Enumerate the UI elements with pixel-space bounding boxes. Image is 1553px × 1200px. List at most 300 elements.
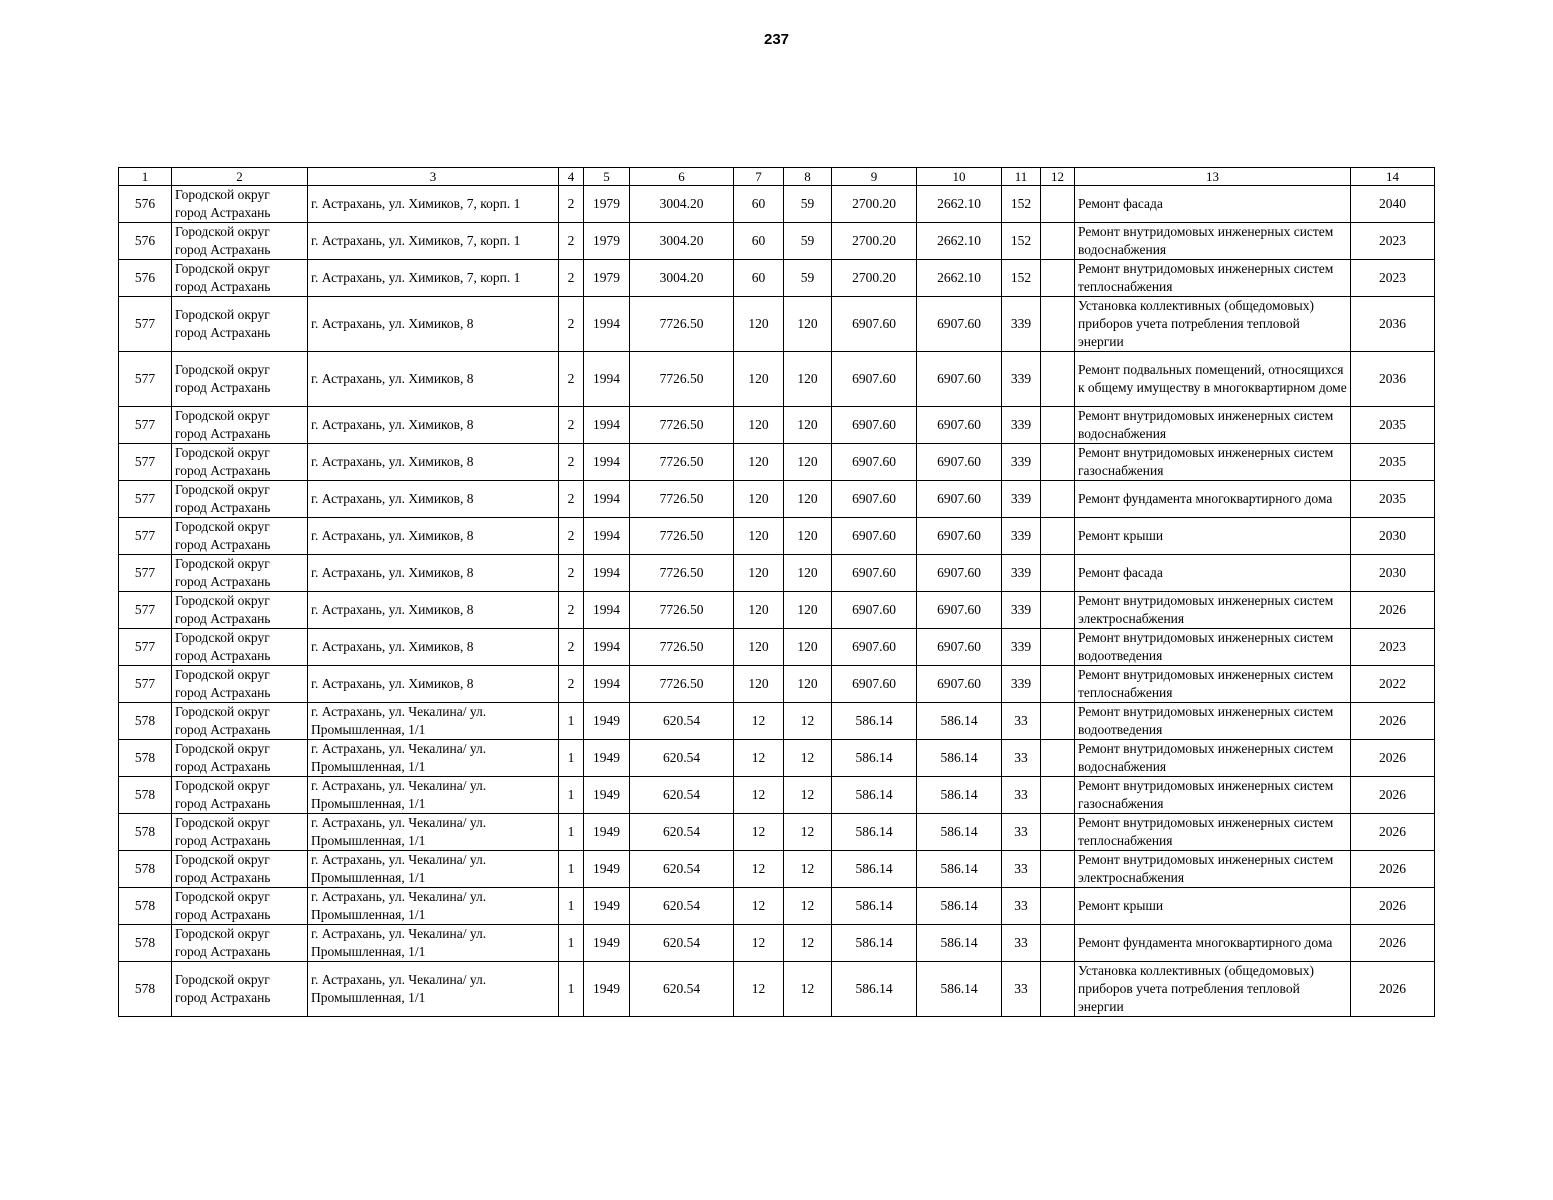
cell-col-6: 620.54 <box>630 777 734 814</box>
cell-col-12 <box>1041 925 1075 962</box>
planned-year-cell: 2022 <box>1351 666 1435 703</box>
cell-col-5: 1979 <box>584 186 630 223</box>
cell-col-8: 120 <box>784 666 832 703</box>
cell-col-9: 6907.60 <box>832 629 917 666</box>
cell-col-11: 33 <box>1002 814 1041 851</box>
row-number-cell: 577 <box>119 518 172 555</box>
cell-col-4: 1 <box>559 962 584 1017</box>
table-row <box>119 444 1435 481</box>
work-type-cell: Ремонт фундамента многоквартирного дома <box>1075 481 1351 518</box>
cell-col-5: 1949 <box>584 851 630 888</box>
municipality-cell: Городской округ город Астрахань <box>172 740 308 777</box>
cell-col-6: 620.54 <box>630 888 734 925</box>
page-number: 237 <box>763 31 790 48</box>
column-number-cell: 5 <box>584 168 630 186</box>
cell-col-6: 7726.50 <box>630 518 734 555</box>
cell-col-10: 586.14 <box>917 777 1002 814</box>
planned-year-cell: 2026 <box>1351 814 1435 851</box>
cell-col-4: 2 <box>559 407 584 444</box>
capital-repair-table <box>118 167 1435 1017</box>
table-row <box>119 352 1435 407</box>
municipality-cell: Городской округ город Астрахань <box>172 962 308 1017</box>
planned-year-cell: 2026 <box>1351 851 1435 888</box>
work-type-cell: Ремонт внутридомовых инженерных систем электроснабжения <box>1075 592 1351 629</box>
column-number-cell: 4 <box>559 168 584 186</box>
cell-col-12 <box>1041 444 1075 481</box>
cell-col-11: 152 <box>1002 223 1041 260</box>
cell-col-8: 12 <box>784 777 832 814</box>
cell-col-5: 1949 <box>584 777 630 814</box>
cell-col-11: 339 <box>1002 352 1041 407</box>
column-number-cell: 14 <box>1351 168 1435 186</box>
column-number-cell: 2 <box>172 168 308 186</box>
address-cell: г. Астрахань, ул. Химиков, 7, корп. 1 <box>308 223 559 260</box>
cell-col-11: 33 <box>1002 851 1041 888</box>
cell-col-7: 120 <box>734 407 784 444</box>
row-number-cell: 578 <box>119 962 172 1017</box>
cell-col-6: 7726.50 <box>630 297 734 352</box>
cell-col-5: 1994 <box>584 352 630 407</box>
cell-col-12 <box>1041 592 1075 629</box>
cell-col-11: 33 <box>1002 925 1041 962</box>
cell-col-4: 2 <box>559 481 584 518</box>
column-number-cell: 1 <box>119 168 172 186</box>
address-cell: г. Астрахань, ул. Химиков, 8 <box>308 297 559 352</box>
municipality-cell: Городской округ город Астрахань <box>172 888 308 925</box>
address-cell: г. Астрахань, ул. Химиков, 8 <box>308 481 559 518</box>
table-row <box>119 555 1435 592</box>
cell-col-4: 2 <box>559 260 584 297</box>
cell-col-9: 6907.60 <box>832 297 917 352</box>
cell-col-6: 7726.50 <box>630 592 734 629</box>
table-row <box>119 962 1435 1017</box>
row-number-cell: 578 <box>119 703 172 740</box>
cell-col-7: 12 <box>734 777 784 814</box>
cell-col-5: 1949 <box>584 814 630 851</box>
municipality-cell: Городской округ город Астрахань <box>172 481 308 518</box>
address-cell: г. Астрахань, ул. Чекалина/ ул. Промышленная, 1/1 <box>308 814 559 851</box>
municipality-cell: Городской округ город Астрахань <box>172 629 308 666</box>
cell-col-10: 6907.60 <box>917 592 1002 629</box>
address-cell: г. Астрахань, ул. Химиков, 8 <box>308 629 559 666</box>
cell-col-10: 586.14 <box>917 925 1002 962</box>
cell-col-5: 1949 <box>584 703 630 740</box>
work-type-cell: Ремонт крыши <box>1075 518 1351 555</box>
cell-col-7: 120 <box>734 666 784 703</box>
cell-col-6: 3004.20 <box>630 260 734 297</box>
row-number-cell: 578 <box>119 888 172 925</box>
work-type-cell: Ремонт внутридомовых инженерных систем теплоснабжения <box>1075 814 1351 851</box>
cell-col-10: 2662.10 <box>917 186 1002 223</box>
cell-col-7: 120 <box>734 629 784 666</box>
address-cell: г. Астрахань, ул. Химиков, 8 <box>308 352 559 407</box>
work-type-cell: Ремонт внутридомовых инженерных систем электроснабжения <box>1075 851 1351 888</box>
table-row <box>119 777 1435 814</box>
cell-col-9: 6907.60 <box>832 481 917 518</box>
column-number-cell: 11 <box>1002 168 1041 186</box>
table-row <box>119 888 1435 925</box>
planned-year-cell: 2035 <box>1351 407 1435 444</box>
table-row <box>119 629 1435 666</box>
row-number-cell: 577 <box>119 555 172 592</box>
work-type-cell: Ремонт фасада <box>1075 555 1351 592</box>
cell-col-7: 60 <box>734 223 784 260</box>
cell-col-12 <box>1041 666 1075 703</box>
cell-col-7: 120 <box>734 592 784 629</box>
work-type-cell: Ремонт крыши <box>1075 888 1351 925</box>
address-cell: г. Астрахань, ул. Чекалина/ ул. Промышленная, 1/1 <box>308 703 559 740</box>
cell-col-8: 12 <box>784 925 832 962</box>
cell-col-5: 1949 <box>584 888 630 925</box>
cell-col-10: 586.14 <box>917 703 1002 740</box>
cell-col-11: 33 <box>1002 962 1041 1017</box>
work-type-cell: Ремонт внутридомовых инженерных систем водоотведения <box>1075 703 1351 740</box>
planned-year-cell: 2026 <box>1351 592 1435 629</box>
column-number-cell: 12 <box>1041 168 1075 186</box>
row-number-cell: 577 <box>119 592 172 629</box>
cell-col-7: 12 <box>734 888 784 925</box>
cell-col-11: 339 <box>1002 666 1041 703</box>
planned-year-cell: 2026 <box>1351 703 1435 740</box>
work-type-cell: Ремонт внутридомовых инженерных систем водоотведения <box>1075 629 1351 666</box>
cell-col-9: 6907.60 <box>832 666 917 703</box>
cell-col-9: 586.14 <box>832 925 917 962</box>
cell-col-8: 12 <box>784 740 832 777</box>
planned-year-cell: 2035 <box>1351 481 1435 518</box>
cell-col-7: 120 <box>734 555 784 592</box>
cell-col-6: 7726.50 <box>630 352 734 407</box>
work-type-cell: Ремонт внутридомовых инженерных систем газоснабжения <box>1075 777 1351 814</box>
cell-col-7: 12 <box>734 814 784 851</box>
cell-col-5: 1994 <box>584 666 630 703</box>
municipality-cell: Городской округ город Астрахань <box>172 186 308 223</box>
cell-col-4: 1 <box>559 703 584 740</box>
municipality-cell: Городской округ город Астрахань <box>172 814 308 851</box>
table-row <box>119 223 1435 260</box>
cell-col-8: 12 <box>784 888 832 925</box>
address-cell: г. Астрахань, ул. Чекалина/ ул. Промышленная, 1/1 <box>308 777 559 814</box>
column-number-cell: 10 <box>917 168 1002 186</box>
row-number-cell: 577 <box>119 297 172 352</box>
cell-col-8: 120 <box>784 481 832 518</box>
planned-year-cell: 2036 <box>1351 352 1435 407</box>
cell-col-12 <box>1041 186 1075 223</box>
cell-col-6: 620.54 <box>630 851 734 888</box>
cell-col-12 <box>1041 814 1075 851</box>
address-cell: г. Астрахань, ул. Химиков, 8 <box>308 407 559 444</box>
municipality-cell: Городской округ город Астрахань <box>172 555 308 592</box>
cell-col-6: 7726.50 <box>630 481 734 518</box>
work-type-cell: Установка коллективных (общедомовых) приборов учета потребления тепловой энергии <box>1075 297 1351 352</box>
cell-col-6: 620.54 <box>630 703 734 740</box>
cell-col-10: 6907.60 <box>917 444 1002 481</box>
cell-col-7: 12 <box>734 703 784 740</box>
cell-col-9: 586.14 <box>832 962 917 1017</box>
column-number-cell: 8 <box>784 168 832 186</box>
cell-col-12 <box>1041 555 1075 592</box>
row-number-cell: 577 <box>119 629 172 666</box>
column-number-cell: 7 <box>734 168 784 186</box>
table-row <box>119 814 1435 851</box>
row-number-cell: 578 <box>119 814 172 851</box>
row-number-cell: 578 <box>119 851 172 888</box>
cell-col-6: 3004.20 <box>630 223 734 260</box>
cell-col-8: 120 <box>784 352 832 407</box>
cell-col-12 <box>1041 352 1075 407</box>
cell-col-7: 120 <box>734 352 784 407</box>
cell-col-8: 59 <box>784 223 832 260</box>
municipality-cell: Городской округ город Астрахань <box>172 223 308 260</box>
row-number-cell: 578 <box>119 925 172 962</box>
cell-col-10: 6907.60 <box>917 666 1002 703</box>
cell-col-11: 339 <box>1002 407 1041 444</box>
municipality-cell: Городской округ город Астрахань <box>172 703 308 740</box>
table-row <box>119 592 1435 629</box>
cell-col-6: 620.54 <box>630 740 734 777</box>
row-number-cell: 577 <box>119 352 172 407</box>
cell-col-11: 33 <box>1002 888 1041 925</box>
cell-col-8: 120 <box>784 297 832 352</box>
cell-col-8: 120 <box>784 407 832 444</box>
cell-col-5: 1949 <box>584 740 630 777</box>
cell-col-6: 7726.50 <box>630 407 734 444</box>
cell-col-6: 7726.50 <box>630 444 734 481</box>
municipality-cell: Городской округ город Астрахань <box>172 777 308 814</box>
cell-col-11: 33 <box>1002 703 1041 740</box>
address-cell: г. Астрахань, ул. Химиков, 8 <box>308 444 559 481</box>
cell-col-10: 2662.10 <box>917 223 1002 260</box>
row-number-cell: 577 <box>119 666 172 703</box>
address-cell: г. Астрахань, ул. Химиков, 7, корп. 1 <box>308 186 559 223</box>
cell-col-8: 120 <box>784 444 832 481</box>
cell-col-5: 1949 <box>584 925 630 962</box>
cell-col-7: 12 <box>734 851 784 888</box>
cell-col-11: 152 <box>1002 260 1041 297</box>
cell-col-8: 59 <box>784 186 832 223</box>
address-cell: г. Астрахань, ул. Химиков, 8 <box>308 592 559 629</box>
cell-col-8: 12 <box>784 962 832 1017</box>
municipality-cell: Городской округ город Астрахань <box>172 666 308 703</box>
cell-col-12 <box>1041 703 1075 740</box>
address-cell: г. Астрахань, ул. Чекалина/ ул. Промышленная, 1/1 <box>308 925 559 962</box>
cell-col-11: 339 <box>1002 444 1041 481</box>
cell-col-6: 620.54 <box>630 925 734 962</box>
cell-col-10: 586.14 <box>917 888 1002 925</box>
municipality-cell: Городской округ город Астрахань <box>172 851 308 888</box>
cell-col-11: 339 <box>1002 592 1041 629</box>
cell-col-9: 586.14 <box>832 888 917 925</box>
cell-col-11: 152 <box>1002 186 1041 223</box>
cell-col-10: 6907.60 <box>917 352 1002 407</box>
cell-col-11: 339 <box>1002 555 1041 592</box>
cell-col-4: 2 <box>559 297 584 352</box>
cell-col-8: 120 <box>784 555 832 592</box>
table-body <box>119 168 1435 1017</box>
cell-col-5: 1949 <box>584 962 630 1017</box>
cell-col-9: 2700.20 <box>832 260 917 297</box>
cell-col-12 <box>1041 888 1075 925</box>
row-number-cell: 576 <box>119 260 172 297</box>
planned-year-cell: 2026 <box>1351 777 1435 814</box>
cell-col-4: 1 <box>559 888 584 925</box>
cell-col-12 <box>1041 297 1075 352</box>
planned-year-cell: 2026 <box>1351 740 1435 777</box>
row-number-cell: 577 <box>119 407 172 444</box>
cell-col-11: 33 <box>1002 777 1041 814</box>
cell-col-9: 586.14 <box>832 851 917 888</box>
table-row <box>119 518 1435 555</box>
row-number-cell: 578 <box>119 777 172 814</box>
cell-col-5: 1979 <box>584 260 630 297</box>
cell-col-6: 620.54 <box>630 962 734 1017</box>
cell-col-7: 12 <box>734 962 784 1017</box>
cell-col-12 <box>1041 407 1075 444</box>
cell-col-5: 1994 <box>584 297 630 352</box>
cell-col-6: 3004.20 <box>630 186 734 223</box>
cell-col-12 <box>1041 629 1075 666</box>
cell-col-8: 12 <box>784 703 832 740</box>
cell-col-5: 1994 <box>584 629 630 666</box>
planned-year-cell: 2026 <box>1351 888 1435 925</box>
cell-col-9: 6907.60 <box>832 592 917 629</box>
cell-col-5: 1994 <box>584 444 630 481</box>
cell-col-10: 586.14 <box>917 962 1002 1017</box>
cell-col-7: 120 <box>734 518 784 555</box>
row-number-cell: 577 <box>119 481 172 518</box>
cell-col-9: 6907.60 <box>832 407 917 444</box>
cell-col-4: 1 <box>559 851 584 888</box>
planned-year-cell: 2026 <box>1351 962 1435 1017</box>
table-row <box>119 407 1435 444</box>
work-type-cell: Ремонт фасада <box>1075 186 1351 223</box>
cell-col-6: 620.54 <box>630 814 734 851</box>
cell-col-5: 1979 <box>584 223 630 260</box>
cell-col-12 <box>1041 777 1075 814</box>
table-row <box>119 851 1435 888</box>
cell-col-4: 2 <box>559 555 584 592</box>
address-cell: г. Астрахань, ул. Химиков, 7, корп. 1 <box>308 260 559 297</box>
cell-col-4: 2 <box>559 592 584 629</box>
work-type-cell: Ремонт внутридомовых инженерных систем теплоснабжения <box>1075 666 1351 703</box>
cell-col-7: 12 <box>734 740 784 777</box>
municipality-cell: Городской округ город Астрахань <box>172 352 308 407</box>
row-number-cell: 577 <box>119 444 172 481</box>
cell-col-4: 2 <box>559 629 584 666</box>
cell-col-5: 1994 <box>584 555 630 592</box>
cell-col-10: 6907.60 <box>917 555 1002 592</box>
municipality-cell: Городской округ город Астрахань <box>172 518 308 555</box>
cell-col-4: 1 <box>559 925 584 962</box>
cell-col-7: 60 <box>734 186 784 223</box>
column-number-cell: 9 <box>832 168 917 186</box>
cell-col-12 <box>1041 223 1075 260</box>
table-row <box>119 297 1435 352</box>
cell-col-12 <box>1041 260 1075 297</box>
cell-col-4: 2 <box>559 223 584 260</box>
work-type-cell: Ремонт внутридомовых инженерных систем теплоснабжения <box>1075 260 1351 297</box>
cell-col-12 <box>1041 740 1075 777</box>
work-type-cell: Ремонт фундамента многоквартирного дома <box>1075 925 1351 962</box>
cell-col-10: 586.14 <box>917 740 1002 777</box>
column-number-cell: 3 <box>308 168 559 186</box>
cell-col-10: 586.14 <box>917 814 1002 851</box>
municipality-cell: Городской округ город Астрахань <box>172 444 308 481</box>
work-type-cell: Ремонт внутридомовых инженерных систем водоснабжения <box>1075 740 1351 777</box>
address-cell: г. Астрахань, ул. Чекалина/ ул. Промышленная, 1/1 <box>308 962 559 1017</box>
cell-col-10: 2662.10 <box>917 260 1002 297</box>
address-cell: г. Астрахань, ул. Чекалина/ ул. Промышленная, 1/1 <box>308 851 559 888</box>
cell-col-7: 120 <box>734 481 784 518</box>
cell-col-6: 7726.50 <box>630 666 734 703</box>
cell-col-4: 1 <box>559 740 584 777</box>
table-row <box>119 740 1435 777</box>
cell-col-4: 2 <box>559 186 584 223</box>
cell-col-4: 2 <box>559 518 584 555</box>
cell-col-8: 12 <box>784 851 832 888</box>
cell-col-8: 120 <box>784 629 832 666</box>
table-row <box>119 925 1435 962</box>
table-row <box>119 481 1435 518</box>
planned-year-cell: 2035 <box>1351 444 1435 481</box>
cell-col-12 <box>1041 851 1075 888</box>
cell-col-7: 60 <box>734 260 784 297</box>
cell-col-11: 339 <box>1002 297 1041 352</box>
cell-col-9: 586.14 <box>832 740 917 777</box>
cell-col-11: 339 <box>1002 518 1041 555</box>
column-number-row <box>119 168 1435 186</box>
address-cell: г. Астрахань, ул. Химиков, 8 <box>308 666 559 703</box>
work-type-cell: Ремонт внутридомовых инженерных систем водоснабжения <box>1075 407 1351 444</box>
cell-col-11: 33 <box>1002 740 1041 777</box>
cell-col-9: 586.14 <box>832 703 917 740</box>
cell-col-9: 586.14 <box>832 777 917 814</box>
table-row <box>119 703 1435 740</box>
cell-col-5: 1994 <box>584 592 630 629</box>
address-cell: г. Астрахань, ул. Химиков, 8 <box>308 555 559 592</box>
column-number-cell: 13 <box>1075 168 1351 186</box>
work-type-cell: Ремонт внутридомовых инженерных систем газоснабжения <box>1075 444 1351 481</box>
row-number-cell: 576 <box>119 186 172 223</box>
cell-col-12 <box>1041 962 1075 1017</box>
cell-col-7: 120 <box>734 444 784 481</box>
cell-col-11: 339 <box>1002 481 1041 518</box>
planned-year-cell: 2030 <box>1351 518 1435 555</box>
cell-col-9: 6907.60 <box>832 518 917 555</box>
cell-col-4: 2 <box>559 666 584 703</box>
cell-col-4: 2 <box>559 444 584 481</box>
cell-col-10: 6907.60 <box>917 481 1002 518</box>
work-type-cell: Ремонт внутридомовых инженерных систем водоснабжения <box>1075 223 1351 260</box>
cell-col-9: 6907.60 <box>832 555 917 592</box>
row-number-cell: 576 <box>119 223 172 260</box>
cell-col-12 <box>1041 518 1075 555</box>
municipality-cell: Городской округ город Астрахань <box>172 407 308 444</box>
planned-year-cell: 2036 <box>1351 297 1435 352</box>
planned-year-cell: 2023 <box>1351 223 1435 260</box>
municipality-cell: Городской округ город Астрахань <box>172 592 308 629</box>
cell-col-11: 339 <box>1002 629 1041 666</box>
municipality-cell: Городской округ город Астрахань <box>172 925 308 962</box>
planned-year-cell: 2026 <box>1351 925 1435 962</box>
cell-col-8: 12 <box>784 814 832 851</box>
cell-col-9: 2700.20 <box>832 223 917 260</box>
cell-col-9: 2700.20 <box>832 186 917 223</box>
cell-col-8: 120 <box>784 592 832 629</box>
cell-col-8: 120 <box>784 518 832 555</box>
planned-year-cell: 2040 <box>1351 186 1435 223</box>
planned-year-cell: 2023 <box>1351 629 1435 666</box>
cell-col-12 <box>1041 481 1075 518</box>
